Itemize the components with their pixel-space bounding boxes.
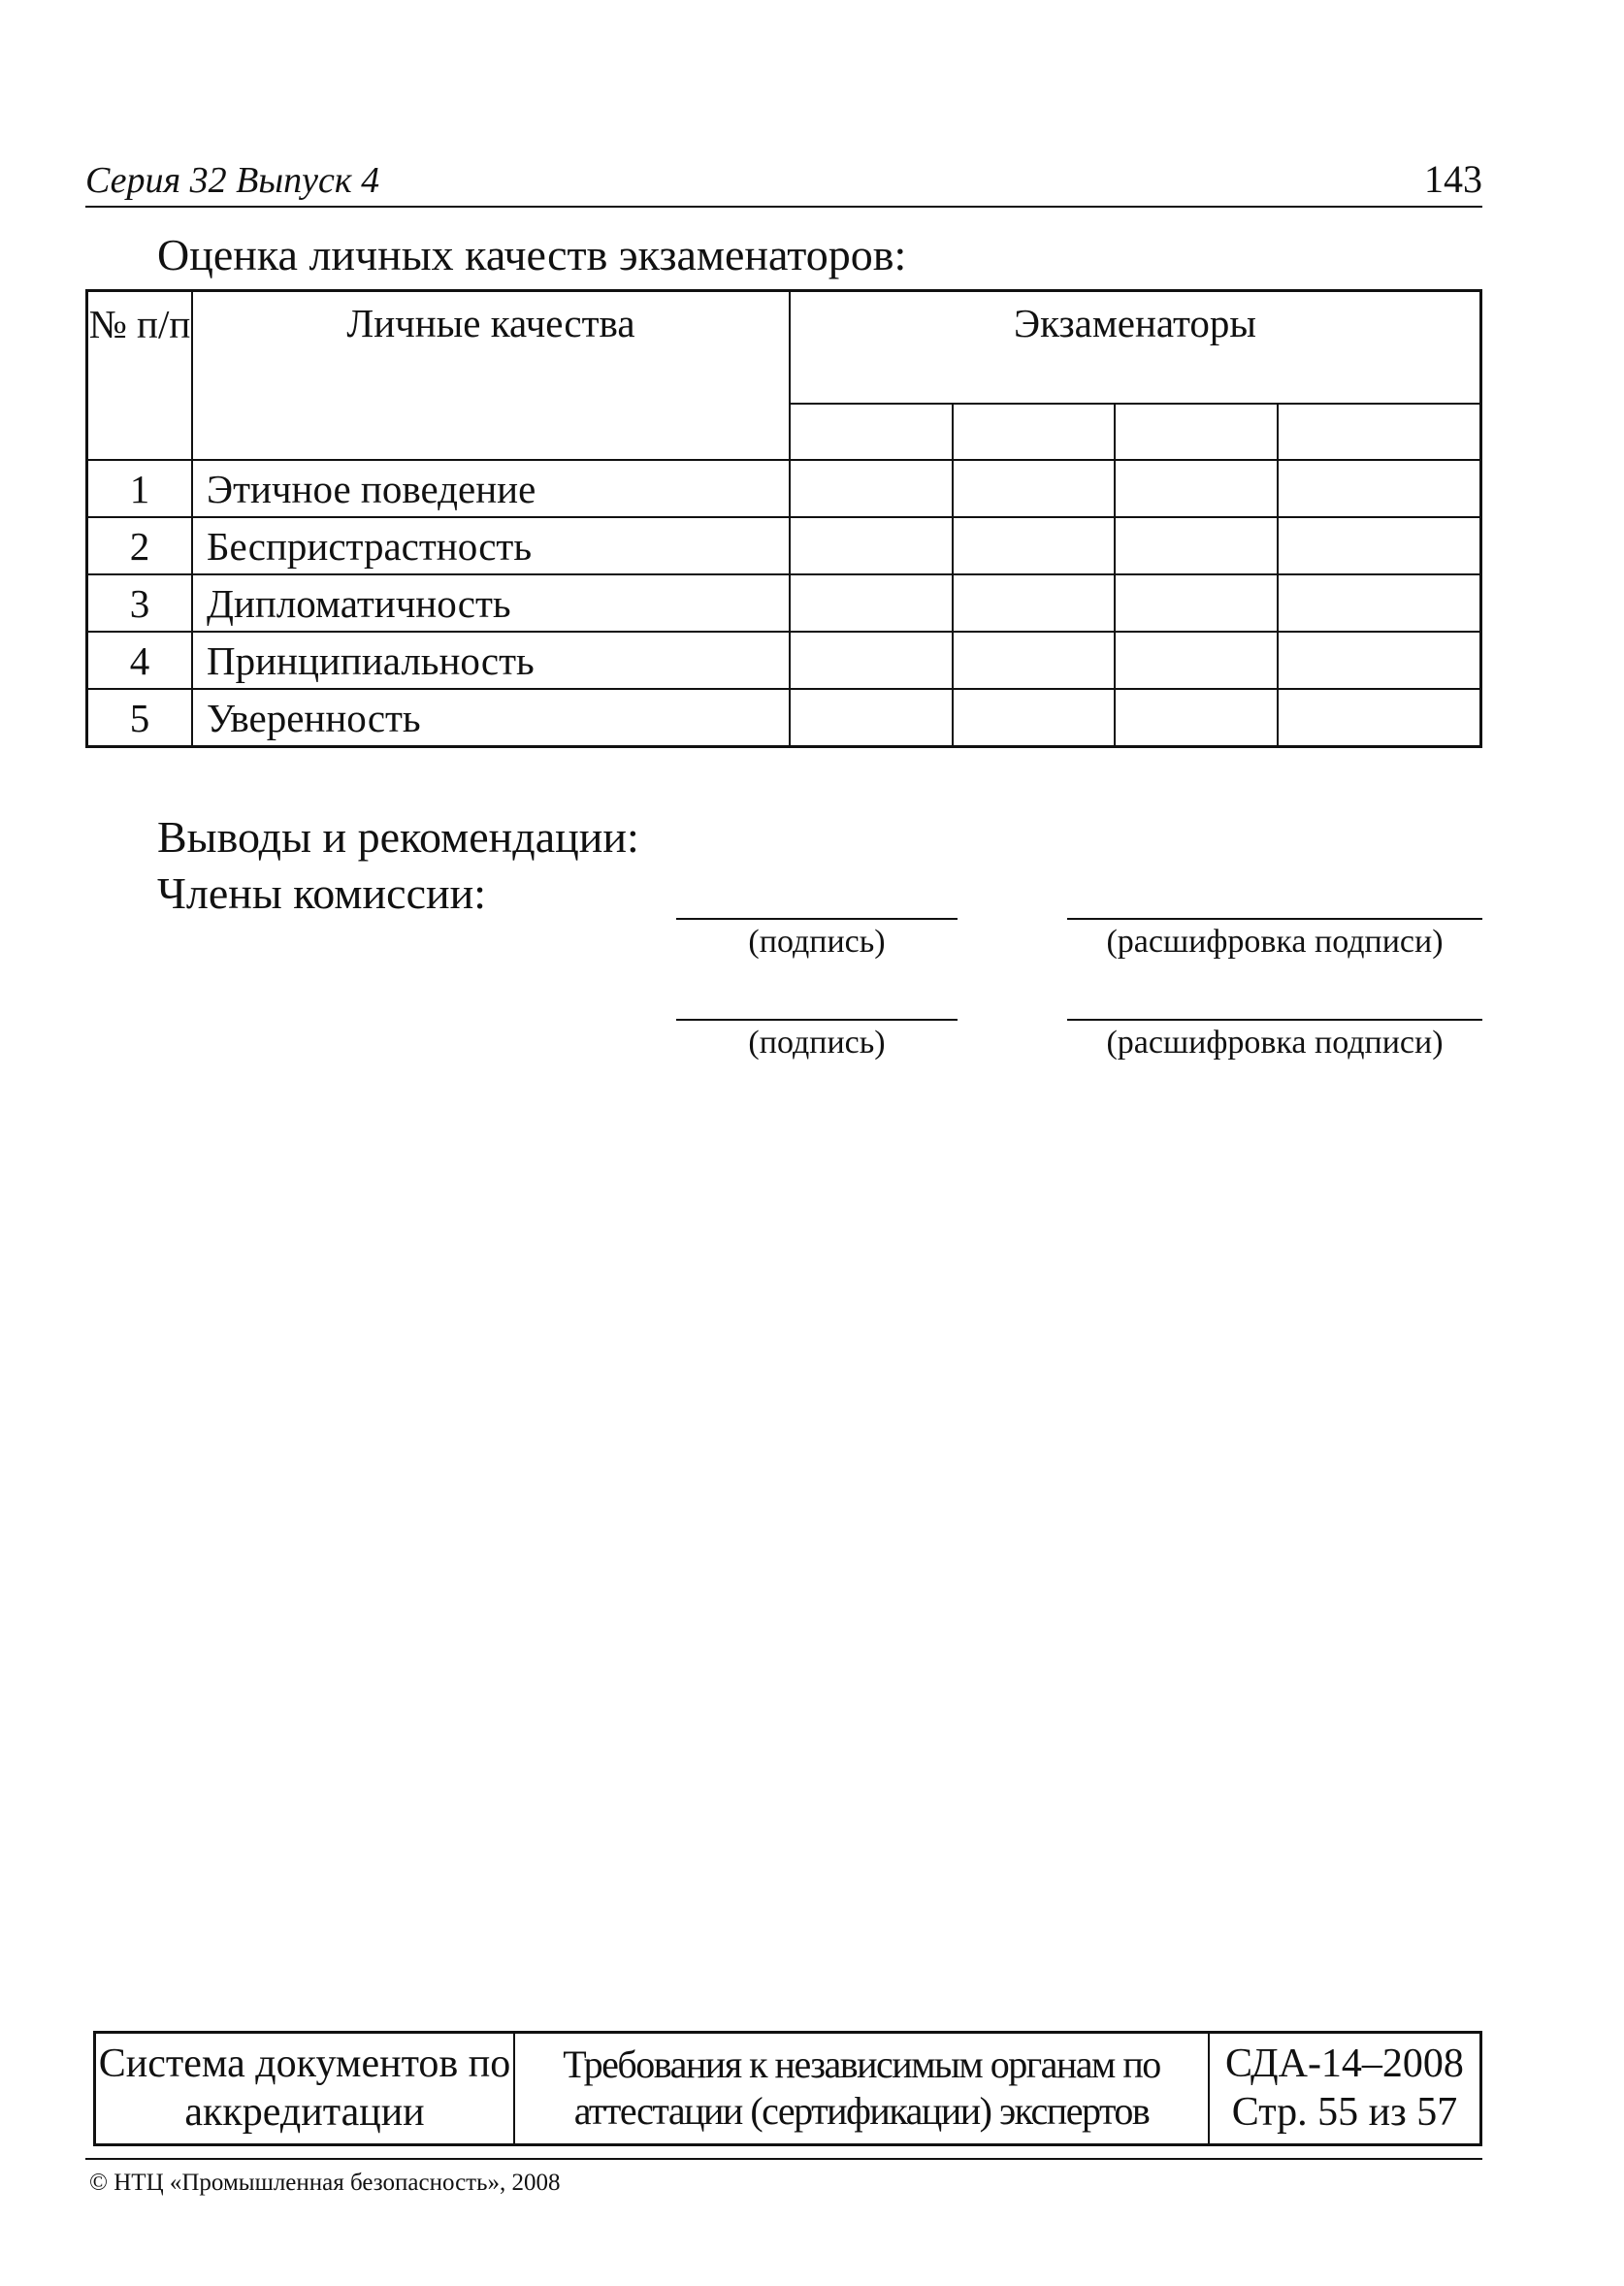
signature-decode-line[interactable] xyxy=(1067,918,1482,920)
commission-members-label: Члены комиссии: xyxy=(157,868,487,918)
row-number: 3 xyxy=(87,574,193,632)
footer-system: Система документов по аккредитации xyxy=(95,2033,515,2145)
examiner-column-2[interactable] xyxy=(953,404,1116,460)
column-header-number: № п/п xyxy=(87,291,193,461)
score-cell[interactable] xyxy=(790,574,953,632)
examiner-column-3[interactable] xyxy=(1115,404,1278,460)
examiner-column-4[interactable] xyxy=(1278,404,1481,460)
footer-document-code: СДА-14–2008 xyxy=(1225,2041,1464,2086)
score-cell[interactable] xyxy=(1115,632,1278,689)
score-cell[interactable] xyxy=(1278,689,1481,747)
table-row xyxy=(87,632,1481,689)
score-cell[interactable] xyxy=(1278,632,1481,689)
row-number: 1 xyxy=(87,460,193,517)
score-cell[interactable] xyxy=(953,632,1116,689)
score-cell[interactable] xyxy=(1115,574,1278,632)
signature-caption: (подпись) xyxy=(748,1025,886,1061)
score-cell[interactable] xyxy=(953,460,1116,517)
score-cell[interactable] xyxy=(790,460,953,517)
score-cell[interactable] xyxy=(1115,689,1278,747)
footer-page-count: Стр. 55 из 57 xyxy=(1231,2090,1458,2136)
table-row xyxy=(87,460,1481,517)
table-row xyxy=(87,574,1481,632)
table-header-row xyxy=(87,291,1481,405)
score-cell[interactable] xyxy=(953,574,1116,632)
row-quality: Уверенность xyxy=(192,689,790,747)
score-cell[interactable] xyxy=(1115,460,1278,517)
copyright-notice: © НТЦ «Промышленная безопасность», 2008 xyxy=(89,2170,561,2196)
score-cell[interactable] xyxy=(790,517,953,574)
row-quality: Дипломатичность xyxy=(192,574,790,632)
examiner-column-1[interactable] xyxy=(790,404,953,460)
section-title: Оценка личных качеств экзаменаторов: xyxy=(157,230,907,279)
footer-requirements: Требования к независимым органам по аттестации (сертификации) экспертов xyxy=(514,2033,1209,2145)
row-quality: Этичное поведение xyxy=(192,460,790,517)
signature-line[interactable] xyxy=(676,1019,958,1021)
signature-decode-caption: (расшифровка подписи) xyxy=(1106,924,1444,960)
column-header-quality: Личные качества xyxy=(192,291,790,461)
row-quality: Принципиальность xyxy=(192,632,790,689)
signature-decode-line[interactable] xyxy=(1067,1019,1482,1021)
copyright-divider xyxy=(85,2158,1482,2160)
table-row xyxy=(87,517,1481,574)
row-quality: Беспристрастность xyxy=(192,517,790,574)
score-cell[interactable] xyxy=(1278,517,1481,574)
score-cell[interactable] xyxy=(1278,574,1481,632)
series-label: Серия 32 Выпуск 4 xyxy=(85,160,380,201)
conclusions-label: Выводы и рекомендации: xyxy=(157,812,639,862)
examiner-evaluation-table xyxy=(85,289,1482,748)
score-cell[interactable] xyxy=(1115,517,1278,574)
footer-code-cell xyxy=(1209,2033,1481,2145)
page-number: 143 xyxy=(1424,157,1482,201)
signature-decode-caption: (расшифровка подписи) xyxy=(1106,1025,1444,1061)
running-header xyxy=(85,146,1482,208)
column-header-examiners: Экзаменаторы xyxy=(790,291,1481,405)
row-number: 5 xyxy=(87,689,193,747)
document-footer-table xyxy=(93,2031,1482,2146)
score-cell[interactable] xyxy=(953,689,1116,747)
score-cell[interactable] xyxy=(1278,460,1481,517)
score-cell[interactable] xyxy=(953,517,1116,574)
score-cell[interactable] xyxy=(790,689,953,747)
row-number: 4 xyxy=(87,632,193,689)
signature-caption: (подпись) xyxy=(748,924,886,960)
signature-line[interactable] xyxy=(676,918,958,920)
row-number: 2 xyxy=(87,517,193,574)
table-row xyxy=(87,689,1481,747)
score-cell[interactable] xyxy=(790,632,953,689)
